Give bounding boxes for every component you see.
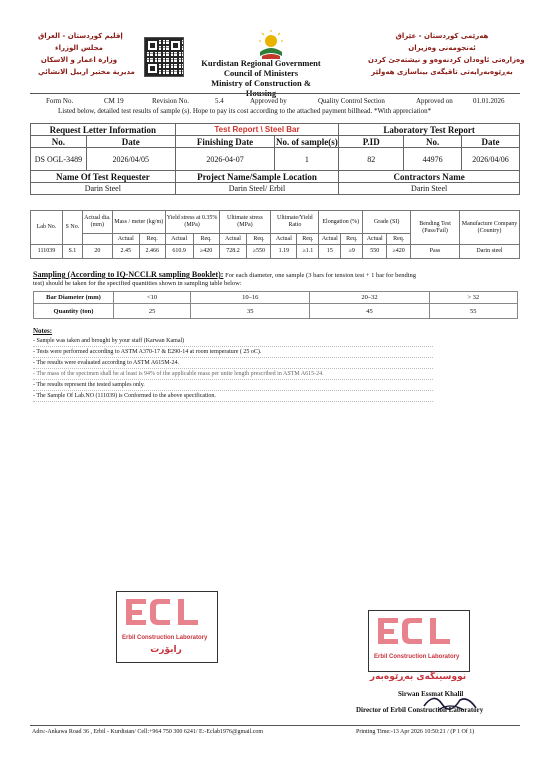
diameter-3: 20–32 [310,292,429,304]
ecl-logo-icon [122,595,212,631]
results-table [30,210,520,259]
arabic-line: وزارة اعمار و الاسكان [40,56,118,64]
col-lab-date: Date [462,136,520,148]
intro-text: Listed below, detailed test results of sample (s). Hope to pay its cost according to the attached payment billhead. *With appreciation* [58,107,432,115]
sampling-text-1: For each diameter, one sample (3 bars for tension test + 1 bar for bending [225,272,417,279]
diameter-4: > 32 [429,292,517,304]
h-grade-req: Req. [387,234,411,245]
cell-grade-actual: 550 [363,245,387,259]
kurdish-line: ئەنجومەنی وەزیران [408,44,476,52]
diameter-2: 10–16 [191,292,310,304]
sampling-table [33,291,518,319]
stamp-lab-name: Erbil Construction Laboratory [122,635,208,641]
ecl-logo-icon [374,614,464,650]
cell-manu: Darin steel [460,245,520,259]
h-elong-actual: Actual [319,234,341,245]
revision-value: 5.4 [215,97,224,105]
h-elong-req: Req. [341,234,363,245]
sampling-text-2: test) should be taken for the specified quantities shown in sampling table below: [33,280,242,287]
footer-address: Adrs:-Ankawa Road 36 , Erbil - Kurdistan/ Cell:+964 750 300 6241/ E:-Eclab1976@gmail.com [32,729,264,735]
h-ratio: Ultimate/Yield Ratio [271,211,319,234]
english-line: Ministry of Construction & Housing [211,78,311,98]
arabic-line: مديرية مختبر اربيل الانشائي [38,68,135,76]
col-date: Date [86,136,175,148]
footer-divider [30,725,520,726]
arabic-header [38,30,135,78]
approved-by-label: Approved by [250,97,287,105]
cell-ratio-req: ≥1.1 [297,245,319,259]
lab-no-value: 44976 [404,148,462,171]
english-header [196,58,326,98]
signatory-name: Sirwan Essmat Khalil [398,690,464,698]
arabic-line: مجلس الوزراء [54,44,104,52]
request-table [30,123,520,195]
lab-report-header: Laboratory Test Report [339,124,520,136]
col-finishing-date: Finishing Date [175,136,275,148]
footer-print-time: Printing Time:-13 Apr 2026 10:50:21 / (P 1 Of 1) [356,729,475,735]
request-letter-header: Request Letter Information [31,124,176,136]
cell-ratio-actual: 1.19 [271,245,297,259]
quantity-2: 35 [191,304,310,319]
revision-label: Revision No. [152,97,189,105]
cell-bend: Pass [411,245,460,259]
signatory-title: Director of Erbil Construction Laboratory [356,706,484,714]
notes-title: Notes: [33,327,53,335]
note-item: - Sample was taken and brought by your staff (Karwan Kamal) [33,336,433,347]
note-item: - The results were evaluated according to ASTM A615M-24. [33,358,433,369]
note-item: - The mass of the specimen shall be at least is 94% of the applicable mass per unite length prescribed in ASTM A615-24. [33,369,433,380]
cell-elong-actual: 15 [319,245,341,259]
h-grade-actual: Actual [363,234,387,245]
h-ratio-req: Req. [297,234,319,245]
request-date: 2026/04/05 [86,148,175,171]
kurdish-header [368,30,525,78]
sampling-text [33,271,518,288]
approved-by-value: Quality Control Section [318,97,385,105]
contractor-label: Contractors Name [339,171,520,183]
col-lab-no: No. [404,136,462,148]
english-line: Kurdistan Regional Government [201,58,321,68]
note-item: - The Sample Of Lab.NO (111039) is Conformed to the above specification. [33,391,433,402]
quantity-4: 55 [429,304,517,319]
notes-block [33,326,433,402]
cell-ult-actual: 728.2 [219,245,247,259]
cell-yield-req: ≥420 [193,245,219,259]
project-value: Darin Steel/ Erbil [175,183,339,195]
sampling-title: Sampling (According to IQ-NCCLR sampling Booklet): [33,270,224,279]
form-no-label: Form No. [46,97,74,105]
h-manu: Manufacture Company (Country) [460,211,520,245]
ecl-stamp-left [116,591,218,663]
stamp-arabic-text: رابۆرت [150,645,182,655]
kurdish-line: بەڕێوەبەرایەتی تاقیگەی بیناسازی هەولێر [371,68,513,76]
h-yield-actual: Actual [165,234,193,245]
quantity-3: 45 [310,304,429,319]
note-item: - Tests were performed according to ASTM A370-17 & E290-14 at room temperature ( 25 oC). [33,347,433,358]
h-ult: Ultimate stress (MPa) [219,211,271,234]
quantity-1: 25 [114,304,191,319]
cell-dia: 20 [82,245,112,259]
approved-on-value: 01.01.2026 [473,97,505,105]
requester-label: Name Of Test Requester [31,171,176,183]
col-no: No. [31,136,87,148]
finishing-date: 2026-04-07 [175,148,275,171]
lab-date-value: 2026/04/06 [462,148,520,171]
col-samples: No. of sample(s) [276,136,338,147]
h-elong: Elongation (%) [319,211,363,234]
h-dia: Actual dia.(mm) [82,211,112,234]
kurdish-line: هەرێمی كوردستان - عێراق [395,32,489,40]
kurdish-line: وەزارەتی ئاوەدان كردنەوەو و نیشتەجێ كردن [368,56,525,64]
header-divider [30,93,520,94]
h-bend: Bending Test (Pass/Fail) [411,211,460,245]
h-mass-actual: Actual [112,234,139,245]
pid-value: 82 [339,148,404,171]
h-grade: Grade (SI) [363,211,411,234]
cell-elong-req: ≥9 [341,245,363,259]
ecl-stamp-right [368,610,470,685]
h-ult-actual: Actual [219,234,247,245]
english-line: Council of Ministers [223,68,299,78]
quantity-label: Quantity (ton) [34,304,114,319]
requester-value: Darin Steel [31,183,176,195]
arabic-line: إقليم كوردستان - العراق [38,32,123,40]
qr-code-icon [144,37,184,77]
cell-lab-no: 111039 [31,245,63,259]
form-no-value: CM 19 [104,97,124,105]
note-item: - The results represent the tested samples only. [33,380,433,391]
cell-mass-req: 2.466 [139,245,165,259]
cell-mass-actual: 2.45 [112,245,139,259]
project-label: Project Name/Sample Location [175,171,339,183]
stamp-lab-name: Erbil Construction Laboratory [374,654,460,660]
h-mass: Mass / meter (kg/m) [112,211,165,234]
cell-s-no: S.1 [62,245,82,259]
h-lab-no: Lab No. [31,211,63,245]
col-pid: P.ID [339,136,404,148]
request-no: DS OGL-3489 [31,148,87,171]
h-s-no: S No. [62,211,82,245]
h-yield: Yield stress at 0.35%(MPa) [165,211,219,234]
cell-yield-actual: 610.9 [165,245,193,259]
table-row [31,245,520,259]
stamp-kurdish-text: نووسینگەی بەڕێوەبەر [369,672,467,682]
h-yield-req: Req. [193,234,219,245]
sample-count: 1 [275,148,339,171]
contractor-value: Darin Steel [339,183,520,195]
kurdistan-emblem-icon [258,30,284,60]
cell-grade-req: ≥420 [387,245,411,259]
h-mass-req: Req. [139,234,165,245]
h-ult-req: Req. [247,234,271,245]
approved-on-label: Approved on [416,97,453,105]
h-ratio-actual: Actual [271,234,297,245]
diameter-1: <10 [114,292,191,304]
test-report-header: Test Report \ Steel Bar [175,124,339,136]
bar-diameter-label: Bar Diameter (mm) [34,292,114,304]
cell-ult-req: ≥550 [247,245,271,259]
